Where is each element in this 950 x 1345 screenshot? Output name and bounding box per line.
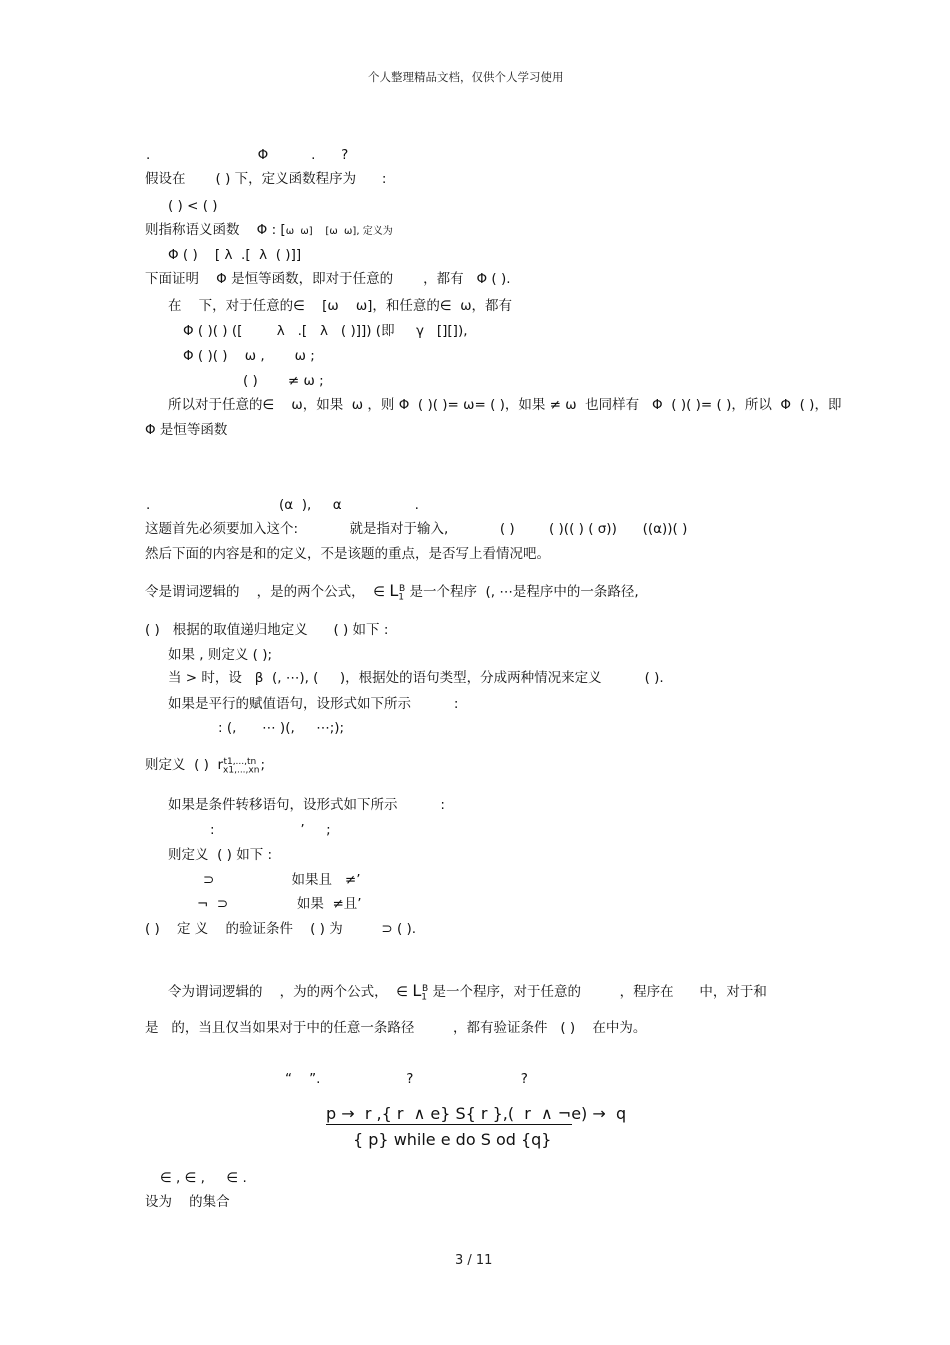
s1-line5: 下面证明 Φ 是恒等函数，即对于任意的 ，都有 Φ ( ). — [145, 271, 511, 287]
s2-line6: 当 > 时，设 β (, ⋯), ( )，根据处的语句类型，分成两种情况来定义 ( ). — [168, 670, 664, 686]
s4-line2: 设为 的集合 — [145, 1194, 230, 1210]
s2-line4: ( ) 根据的取值递归地定义 ( ) 如下 : — [145, 622, 389, 638]
fraction-bar — [326, 1124, 572, 1125]
s1-line6: 在 下，对于任意的∈ [ω ω]，和任意的∈ ω，都有 — [168, 298, 513, 314]
s2-line15: ( ) 定 义 的验证条件 ( ) 为 ⊃ ( ). — [145, 921, 417, 937]
s1-line10: 所以对于任意的∈ ω，如果 ω ，则 Φ ( )( )= ω= ( )，如果 ≠ ω 也同样有 Φ ( )( )= ( )，所以 Φ ( )，即 — [168, 397, 842, 413]
s1-line4: Φ ( ) [ λ .[ λ ( )]] — [168, 247, 302, 263]
s2-line2: 然后下面的内容是和的定义，不是该题的重点，是否写上看情况吧。 — [145, 546, 550, 562]
s3-line1: 令为谓词逻辑的 ，为的两个公式， ∈ $L_1^B$ 是一个程序，对于任意的 ，程序在 中，对于和 — [168, 981, 767, 1003]
s1-line2: ( ) < ( ) — [168, 198, 218, 214]
s1-line1: 假设在 ( ) 下，定义函数程序为 : — [145, 171, 387, 187]
s2-line5: 如果 , 则定义 ( ); — [168, 647, 273, 663]
s2-line1: 这题首先必须要加入这个: 就是指对于输入, ( ) ( )(( ) ( σ)) ((α))( ) — [145, 521, 688, 537]
s1-line9: ( ) ≠ ω ; — [243, 373, 324, 389]
s2-line10: 如果是条件转移语句，设形式如下所示 : — [168, 797, 445, 813]
s1-line8: Φ ( )( ) ω , ω ; — [183, 348, 315, 364]
s2-line7: 如果是平行的赋值语句，设形式如下所示 : — [168, 696, 459, 712]
s3-line2: 是 的，当且仅当如果对于中的任意一条路径 ，都有验证条件 ( ) 在中为。 — [145, 1020, 647, 1036]
s4-line1: ∈ , ∈ , ∈ . — [160, 1170, 247, 1186]
s1-line3: 则指称语义函数 Φ : [ω ω] [ω ω], 定义为 — [145, 222, 393, 238]
s2-line14: ¬ ⊃ 如果 ≠且’ — [197, 896, 362, 912]
s2-line9: 则定义 ( ) $r_{x1,...,xn}^{t1,...,tn}$ ; — [145, 756, 266, 776]
section1-title: . Φ . ? — [146, 147, 349, 163]
page-header: 个人整理精品文档，仅供个人学习使用 — [368, 70, 564, 84]
s2-line12: 则定义 ( ) 如下 : — [168, 847, 273, 863]
page-number: 3 / 11 — [455, 1253, 493, 1268]
rule-denominator: { p} while e do S od {q} — [353, 1130, 552, 1149]
s1-line7: Φ ( )( ) ([ λ .[ λ ( )]]) (即 γ [][]), — [183, 323, 468, 339]
s2-line3: 令是谓词逻辑的 ，是的两个公式， ∈ $L_1^B$ 是一个程序 (, ⋯是程序中的一条路径, — [145, 581, 639, 603]
s2-line13: ⊃ 如果且 ≠’ — [203, 872, 361, 888]
s2-line8: : (, ⋯ )(, ⋯;); — [218, 720, 345, 736]
rule-numerator: p → r ,{ r ∧ e} S{ r },( r ∧ ¬e) → q — [326, 1104, 627, 1123]
s1-line11: Φ 是恒等函数 — [145, 422, 228, 438]
section2-title: . (α ), α . — [146, 497, 419, 513]
s2-line11: : ’ ; — [210, 822, 331, 838]
section4-title: “ ”. ? ? — [285, 1071, 528, 1087]
